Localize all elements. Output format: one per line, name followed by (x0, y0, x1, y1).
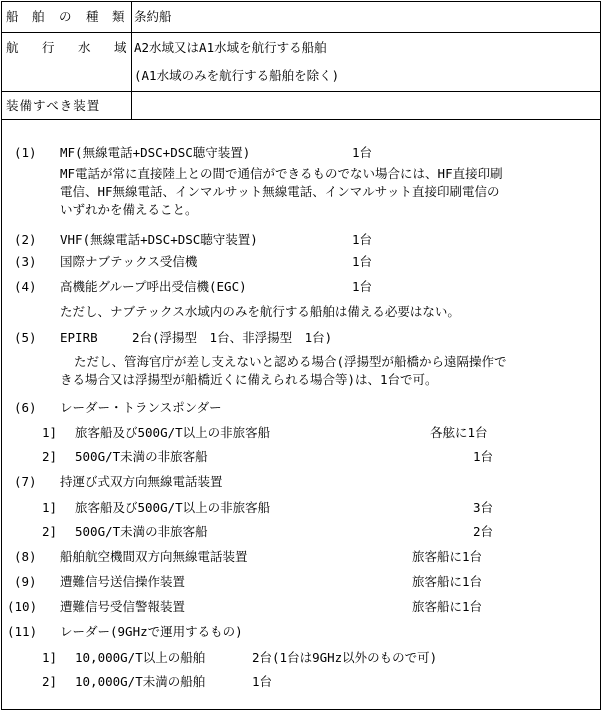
ship-type-value: 条約船 (134, 9, 172, 24)
sub-item-name: 10,000G/T未満の船舶 (75, 674, 206, 689)
sub-item-name: 10,000G/T以上の船舶 (75, 650, 206, 665)
label-char: 行 (42, 40, 55, 55)
item-name: レーダー・トランスポンダー (60, 400, 222, 415)
item-quantity: 1台 (352, 279, 373, 294)
item-name: 持運び式双方向無線電話装置 (60, 474, 223, 489)
column-divider (131, 1, 132, 92)
equipment-label: 装備すべき装置 (6, 98, 101, 113)
waters-note: (A1水域のみを航行する船舶を除く) (134, 68, 340, 83)
label-char: 域 (114, 40, 127, 55)
item-number: (10) (7, 599, 38, 614)
sub-item-number: 1] (42, 425, 58, 440)
sub-item-number: 2] (42, 674, 58, 689)
item-note: いずれかを備えること。 (60, 202, 198, 217)
label-char: 舶 (32, 9, 45, 24)
item-note: ただし、管海官庁が差し支えないと認める場合(浮揚型が船橋から遠隔操作で (74, 354, 507, 369)
waters-label (6, 40, 128, 56)
sub-item-number: 2] (42, 449, 58, 464)
sub-item-name: 500G/T未満の非旅客船 (75, 449, 208, 464)
item-quantity: 旅客船に1台 (412, 549, 483, 564)
label-char: の (59, 9, 72, 24)
item-number: (5) (14, 330, 37, 345)
sub-item-number: 1] (42, 650, 58, 665)
label-char: 類 (112, 9, 125, 24)
label-char: 水 (78, 40, 91, 55)
item-name: 遭難信号受信警報装置 (60, 599, 186, 614)
item-quantity: 1台 (352, 145, 373, 160)
item-note: きる場合又は浮揚型が船橋近くに備えられる場合等)は、1台で可。 (60, 372, 438, 387)
item-note: ただし、ナブテックス水域内のみを航行する船舶は備える必要はない。 (60, 304, 460, 319)
sub-item-quantity: 2台 (473, 524, 494, 539)
item-name: 船舶航空機間双方向無線電話装置 (60, 549, 248, 564)
sub-item-quantity: 各舷に1台 (430, 425, 488, 440)
item-number: (9) (14, 574, 37, 589)
item-name: EPIRB (60, 330, 98, 345)
item-name: VHF(無線電話+DSC+DSC聴守装置) (60, 232, 258, 247)
label-char: 航 (6, 40, 19, 55)
item-number: (1) (14, 145, 37, 160)
sub-item-number: 2] (42, 524, 58, 539)
row-divider (1, 32, 601, 33)
item-note: MF電話が常に直接陸上との間で通信ができるものでない場合には、HF直接印刷 (60, 166, 503, 181)
item-quantity: 旅客船に1台 (412, 574, 483, 589)
item-name: 国際ナブテックス受信機 (60, 254, 198, 269)
item-name: 高機能グループ呼出受信機(EGC) (60, 279, 247, 294)
item-quantity: 1台 (352, 232, 373, 247)
sub-item-name: 旅客船及び500G/T以上の非旅客船 (75, 500, 271, 515)
item-number: (2) (14, 232, 37, 247)
sub-item-quantity: 1台 (252, 674, 273, 689)
sub-item-quantity: 2台(1台は9GHz以外のもので可) (252, 650, 438, 665)
sub-item-name: 旅客船及び500G/T以上の非旅客船 (75, 425, 271, 440)
sub-item-quantity: 3台 (473, 500, 494, 515)
item-number: (8) (14, 549, 37, 564)
item-name: MF(無線電話+DSC+DSC聴守装置) (60, 145, 251, 160)
column-divider (131, 91, 132, 120)
item-quantity: 1台 (352, 254, 373, 269)
sub-item-quantity: 1台 (473, 449, 494, 464)
item-number: (6) (14, 400, 37, 415)
waters-value: A2水域又はA1水域を航行する船舶 (134, 40, 327, 55)
item-note: 電信、HF無線電話、インマルサット無線電話、インマルサット直接印刷電信の (60, 184, 500, 199)
item-number: (3) (14, 254, 37, 269)
label-char: 種 (86, 9, 99, 24)
row-divider (1, 119, 601, 120)
item-name: 遭難信号送信操作装置 (60, 574, 186, 589)
item-quantity: 2台(浮揚型 1台、非浮揚型 1台) (132, 330, 333, 345)
item-name: レーダー(9GHzで運用するもの) (60, 624, 243, 639)
label-char: 船 (6, 9, 19, 24)
item-number: (7) (14, 474, 37, 489)
sub-item-number: 1] (42, 500, 58, 515)
item-number: (4) (14, 279, 37, 294)
item-quantity: 旅客船に1台 (412, 599, 483, 614)
item-number: (11) (7, 624, 38, 639)
sub-item-name: 500G/T未満の非旅客船 (75, 524, 208, 539)
row-divider (1, 91, 601, 92)
ship-type-label (6, 9, 128, 25)
